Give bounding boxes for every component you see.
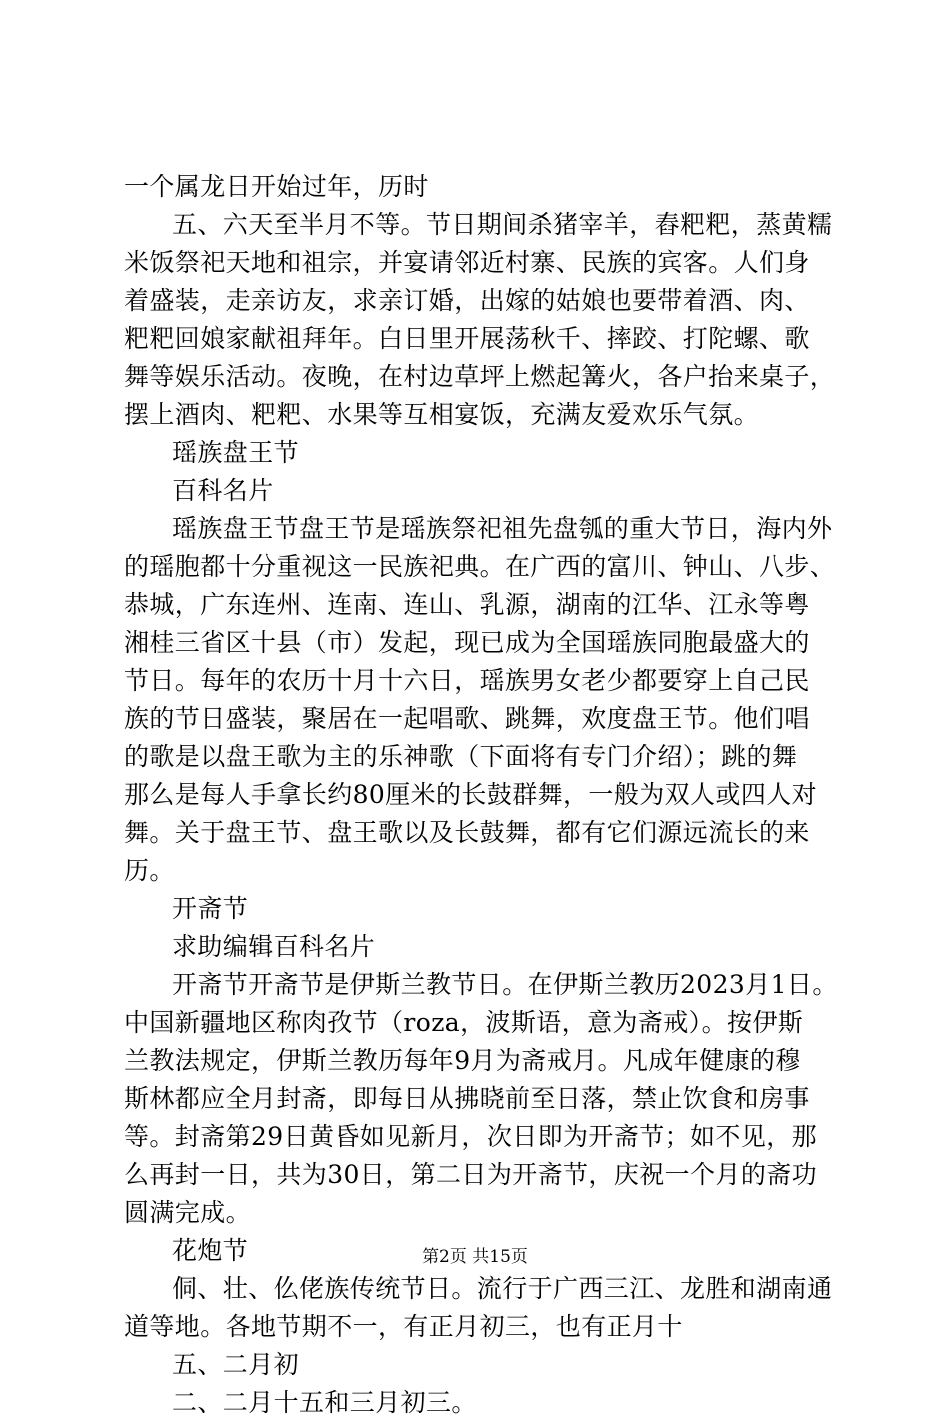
text-line: 舞等娱乐活动。夜晚，在村边草坪上燃起篝火，各户抬来桌子， [124, 362, 836, 391]
document-body [124, 168, 836, 1422]
text-line: 一个属龙日开始过年，历时 [124, 172, 429, 201]
text-line: 瑶族盘王节盘王节是瑶族祭祀祖先盘瓠的重大节日，海内外 [172, 514, 833, 543]
text-line: 那么是每人手拿长约80厘米的长鼓群舞，一般为双人或四人对 [124, 780, 818, 809]
text-line: 五、六天至半月不等。节日期间杀猪宰羊，舂粑粑，蒸黄糯 [172, 210, 833, 239]
text-line: 斯林都应全月封斋，即每日从拂晓前至日落，禁止饮食和房事 [124, 1084, 810, 1113]
text-line: 粑粑回娘家献祖拜年。白日里开展荡秋千、摔跤、打陀螺、歌 [124, 324, 810, 353]
text-line: 节日。每年的农历十月十六日，瑶族男女老少都要穿上自己民 [124, 666, 810, 695]
text-line: 湘桂三省区十县（市）发起，现已成为全国瑶族同胞最盛大的 [124, 628, 810, 657]
page-number: 第2页 共15页 [422, 1247, 528, 1267]
text-line: 开斋节 [172, 894, 249, 923]
text-line: 兰教法规定，伊斯兰教历每年9月为斋戒月。凡成年健康的穆 [124, 1046, 801, 1075]
text-line: 米饭祭祀天地和祖宗，并宴请邻近村寨、民族的宾客。人们身 [124, 248, 810, 277]
text-line: 的瑶胞都十分重视这一民族祀典。在广西的富川、钟山、八步、 [124, 552, 836, 581]
text-line: 瑶族盘王节 [172, 438, 300, 467]
text-line: 二、二月十五和三月初三。 [172, 1388, 477, 1417]
text-line: 摆上酒肉、粑粑、水果等互相宴饭，充满友爱欢乐气氛。 [124, 400, 760, 429]
text-line: 道等地。各地节期不一，有正月初三，也有正月十 [124, 1312, 683, 1341]
text-line: 着盛装，走亲访友，求亲订婚，出嫁的姑娘也要带着酒、肉、 [124, 286, 810, 315]
text-line: 族的节日盛装，聚居在一起唱歌、跳舞，欢度盘王节。他们唱 [124, 704, 810, 733]
text-line: 恭城，广东连州、连南、连山、乳源，湖南的江华、江永等粤 [124, 590, 810, 619]
text-line: 五、二月初 [172, 1350, 300, 1379]
text-line: 么再封一日，共为30日，第二日为开斋节，庆祝一个月的斋功 [124, 1160, 818, 1189]
text-line: 圆满完成。 [124, 1198, 252, 1227]
text-line: 开斋节开斋节是伊斯兰教节日。在伊斯兰教历2023月1日。 [172, 970, 838, 999]
text-line: 求助编辑百科名片 [172, 932, 376, 961]
text-line: 等。封斋第29日黄昏如见新月，次日即为开斋节；如不见，那 [124, 1122, 818, 1151]
page-footer [0, 1245, 950, 1269]
text-line: 历。 [124, 856, 175, 885]
text-line: 花炮节 [172, 1236, 249, 1265]
text-line: 的歌是以盘王歌为主的乐神歌（下面将有专门介绍）；跳的舞 [124, 742, 798, 771]
text-line: 侗、壮、仫佬族传统节日。流行于广西三江、龙胜和湖南通 [172, 1274, 833, 1303]
text-line: 中国新疆地区称肉孜节（roza，波斯语，意为斋戒）。按伊斯 [124, 1008, 804, 1037]
text-line: 舞。关于盘王节、盘王歌以及长鼓舞，都有它们源远流长的来 [124, 818, 810, 847]
text-line: 百科名片 [172, 476, 274, 505]
